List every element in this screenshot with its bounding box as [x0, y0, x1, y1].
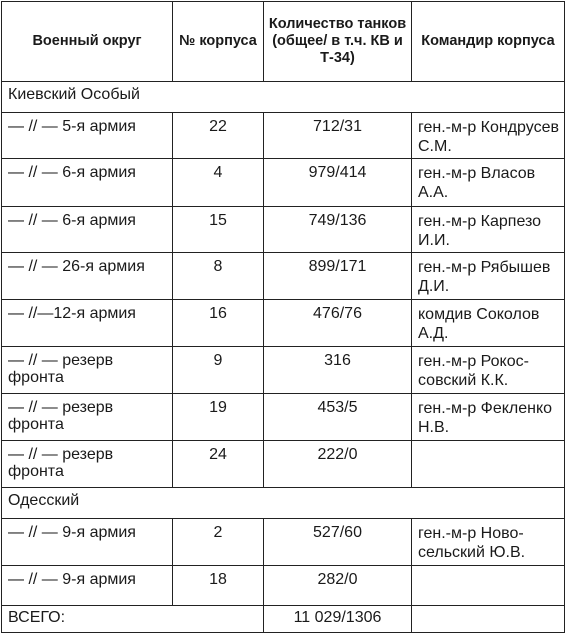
cell-commander: ген.-м-р Власов А.А. [412, 159, 565, 207]
cell-district: — // — резерв фронта [2, 394, 173, 441]
table-row [2, 300, 565, 347]
table-row [2, 159, 565, 207]
cell-district: — // — резерв фронта [2, 347, 173, 394]
cell-district: — // — 26-я армия [2, 253, 173, 300]
cell-tanks: 476/76 [264, 300, 412, 347]
table-row [2, 566, 565, 606]
cell-tanks: 979/414 [264, 159, 412, 207]
cell-tanks: 712/31 [264, 113, 412, 159]
header-corps-no: № корпуса [173, 2, 264, 82]
header-district: Военный округ [2, 2, 173, 82]
cell-district: — // — 5-я армия [2, 113, 173, 159]
cell-commander: ген.-м-р Ново-сельский Ю.В. [412, 519, 565, 566]
cell-commander [412, 441, 565, 488]
cell-district: — // — 9-я армия [2, 566, 173, 606]
cell-district: — //—12-я армия [2, 300, 173, 347]
tank-corps-table [1, 1, 565, 633]
cell-commander: ген.-м-р Карпезо И.И. [412, 207, 565, 253]
cell-corps-no: 22 [173, 113, 264, 159]
cell-district: — // — 6-я армия [2, 207, 173, 253]
cell-corps-no: 18 [173, 566, 264, 606]
cell-tanks: 453/5 [264, 394, 412, 441]
total-tanks: 11 029/1306 [264, 606, 412, 633]
cell-corps-no: 19 [173, 394, 264, 441]
cell-corps-no: 2 [173, 519, 264, 566]
table-body [2, 82, 565, 633]
cell-tanks: 316 [264, 347, 412, 394]
total-empty-cell [412, 606, 565, 633]
cell-corps-no: 8 [173, 253, 264, 300]
section-name: Одесский [2, 488, 565, 519]
section-row [2, 82, 565, 113]
total-label: ВСЕГО: [2, 606, 264, 633]
cell-corps-no: 4 [173, 159, 264, 207]
total-row [2, 606, 565, 633]
section-row [2, 488, 565, 519]
cell-corps-no: 16 [173, 300, 264, 347]
table-row [2, 441, 565, 488]
header-commander: Командир корпуса [412, 2, 565, 82]
section-name: Киевский Особый [2, 82, 565, 113]
cell-district: — // — 9-я армия [2, 519, 173, 566]
cell-commander: ген.-м-р Рябышев Д.И. [412, 253, 565, 300]
table-row [2, 347, 565, 394]
table-row [2, 519, 565, 566]
cell-tanks: 749/136 [264, 207, 412, 253]
cell-tanks: 899/171 [264, 253, 412, 300]
cell-tanks: 527/60 [264, 519, 412, 566]
cell-commander: ген.-м-р Фекленко Н.В. [412, 394, 565, 441]
header-tanks: Количество танков (общее/ в т.ч. КВ и Т-34) [264, 2, 412, 82]
table-row [2, 394, 565, 441]
cell-corps-no: 9 [173, 347, 264, 394]
cell-corps-no: 24 [173, 441, 264, 488]
cell-tanks: 222/0 [264, 441, 412, 488]
cell-commander: ген.-м-р Кондрусев С.М. [412, 113, 565, 159]
header-row [2, 2, 565, 82]
table-row [2, 113, 565, 159]
cell-district: — // — 6-я армия [2, 159, 173, 207]
cell-tanks: 282/0 [264, 566, 412, 606]
cell-commander: комдив Соколов А.Д. [412, 300, 565, 347]
cell-district: — // — резерв фронта [2, 441, 173, 488]
cell-corps-no: 15 [173, 207, 264, 253]
table-row [2, 207, 565, 253]
cell-commander: ген.-м-р Рокос-совский К.К. [412, 347, 565, 394]
table-row [2, 253, 565, 300]
cell-commander [412, 566, 565, 606]
